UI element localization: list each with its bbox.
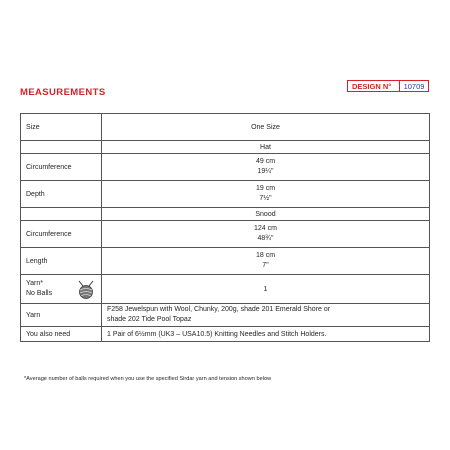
page-heading: MEASUREMENTS [20,87,106,98]
you-also-need-value: 1 Pair of 6½mm (UK3 – USA10.5) Knitting Needles and Stitch Holders. [102,327,430,342]
footnote: *Average number of balls required when you use the specified Sirdar yarn and tension shown below [24,376,272,382]
table-row [21,208,430,221]
table-row [21,181,430,208]
yarn-label-line: Yarn* [26,280,43,287]
snood-circumference-value [102,221,430,248]
snood-section-title: Snood [102,208,430,221]
value-cm: 49 cm [255,158,276,165]
hat-depth-label: Depth [21,181,102,208]
value-cm: 19 cm [255,185,276,192]
yarn-value-line: F258 Jewelspun with Wool, Chunky, 200g, shade 201 Emerald Shore or [107,306,331,313]
snood-length-value [102,248,430,275]
design-number-box [347,80,429,92]
value-in: 19¼" [257,168,274,175]
table-row [21,275,430,304]
empty-cell [21,141,102,154]
hat-depth-value [102,181,430,208]
empty-cell [21,208,102,221]
size-label: Size [21,114,102,141]
yarn-balls-label [21,275,102,304]
no-balls-label-line: No Balls [26,290,53,297]
snood-length-label: Length [21,248,102,275]
yarn-value-line: shade 202 Tide Pool Topaz [107,316,192,323]
value-in: 7½" [259,195,272,202]
value-cm: 18 cm [255,252,276,259]
table-row [21,154,430,181]
table-row [21,141,430,154]
yarn-label: Yarn [21,304,102,327]
table-row [21,114,430,141]
design-label: DESIGN N° [352,81,392,91]
size-value: One Size [102,114,430,141]
hat-circumference-label: Circumference [21,154,102,181]
snood-circumference-label: Circumference [21,221,102,248]
you-also-need-label: You also need [21,327,102,342]
yarn-value [102,304,430,327]
measurements-table [20,113,430,342]
value-in: 48¾" [257,235,274,242]
table-row [21,304,430,327]
hat-circumference-value [102,154,430,181]
table-row [21,327,430,342]
design-number: 10709 [403,81,425,91]
yarn-ball-icon [76,280,96,302]
yarn-balls-value: 1 [102,275,430,304]
value-in: 7" [262,262,269,269]
table-row [21,221,430,248]
value-cm: 124 cm [254,225,277,232]
hat-section-title: Hat [102,141,430,154]
table-row [21,248,430,275]
